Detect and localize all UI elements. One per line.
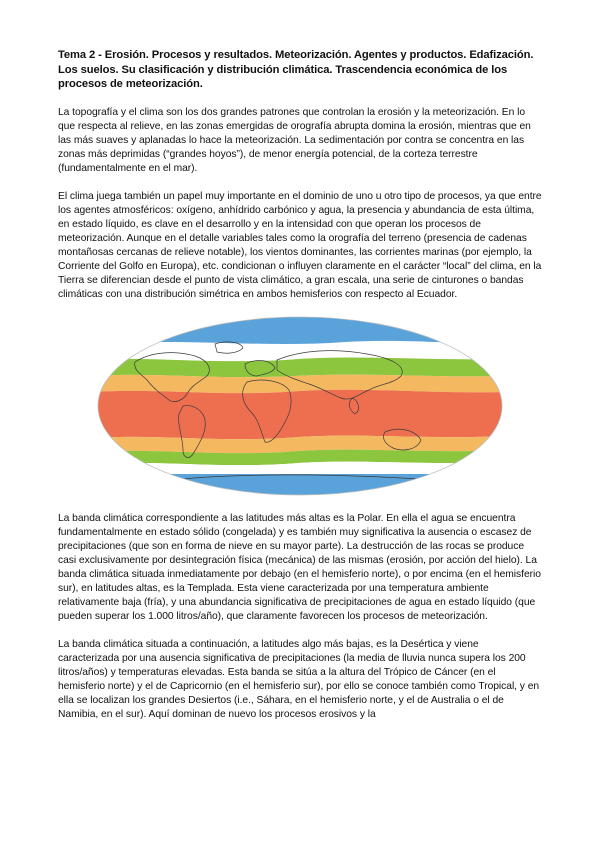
temperate-band-south <box>95 449 505 464</box>
desert-band-south <box>95 435 505 452</box>
tropical-band <box>95 389 505 438</box>
document-page <box>58 48 542 736</box>
paragraph-1: La topografía y el clima son los dos grandes patrones que controlan la erosión y la meteorización. En lo que respecta al relieve, en las zonas emergidas de orografía abrupta domina la erosión, mientras que en las más suaves y aplanadas lo hace la meteorización. La sedimentación por contra se concentra en las zonas más deprimidas (“grandes hoyos”), de menor energía potencial, de la corteza terrestre (fundamentalmente en el mar). <box>58 106 531 174</box>
paragraph-3: La banda climática correspondiente a las latitudes más altas es la Polar. En ella el agua se encuentra fundamentalmente en estado sólido (congelada) y es también muy significativa la ausencia o escasez de precipitaciones (que son en forma de nieve en su mayor parte). La destrucción de las rocas se produce casi exclusivamente por desintegración física (mecánica) de las mismas (erosión, por acción del hielo). La banda climática situada inmediatamente por debajo (en el hemisferio norte), o por encima (en el hemisferio sur), en latitudes altas, es la Templada. Esta viene caracterizada por una temperatura ambiente relativamente baja (fría), y una abundancia significativa de precipitaciones de agua en estado líquido (que pueden superar los 1.000 litros/año), que claramente favorecen los procesos de meteorización. <box>58 512 541 622</box>
document-title: Tema 2 - Erosión. Procesos y resultados. Meteorización. Agentes y productos. Edafización. Los suelos. Su clasificación y distribución climática. Trascendencia económica de los procesos de meteorización. <box>58 49 534 90</box>
paragraph-4: La banda climática situada a continuación, a latitudes algo más bajas, es la Desértica y viene caracterizada por una ausencia significativa de precipitaciones (la media de lluvia nunca supera los 200 litros/años) y temperaturas elevadas. Esta banda se sitúa a la altura del Trópico de Cáncer (en el hemisferio norte) y el de Capricornio (en el hemisferio sur), por ello se conoce también como Tropical, y en ella se localizan los grandes Desiertos (i.e., Sáhara, en el hemisferio norte, y el de Australia o el de Namibia, en el sur). Aquí dominan de nuevo los procesos erosivos y la <box>58 638 540 720</box>
climate-belts-map <box>58 314 542 496</box>
paragraph-2: El clima juega también un papel muy importante en el dominio de uno u otro tipo de procesos, ya que entre los agentes atmosféricos: oxígeno, anhídrido carbónico y agua, la presencia y abundancia de esta última, en estado líquido, es clave en el desarrollo y en la intensidad con que operan los procesos de meteorización. Aunque en el detalle variables tales como la orografía del terreno (presencia de cadenas montañosas cercanas de relieve notable), los vientos dominantes, las corrientes marinas (por ejemplo, la Corriente del Golfo en Europa), etc. condicionan o influyen claramente en el carácter “local” del clima, en la Tierra se diferencian desde el punto de vista climático, a gran escala, una serie de cinturones o bandas climáticas con una distribución simétrica en ambos hemisferios con respecto al Ecuador. <box>58 190 542 300</box>
desert-band-north <box>95 374 505 393</box>
temperate-band-north <box>95 357 505 377</box>
world-map-illustration <box>95 314 505 498</box>
polar-band-north <box>95 314 505 344</box>
polar-band-south <box>95 474 505 498</box>
